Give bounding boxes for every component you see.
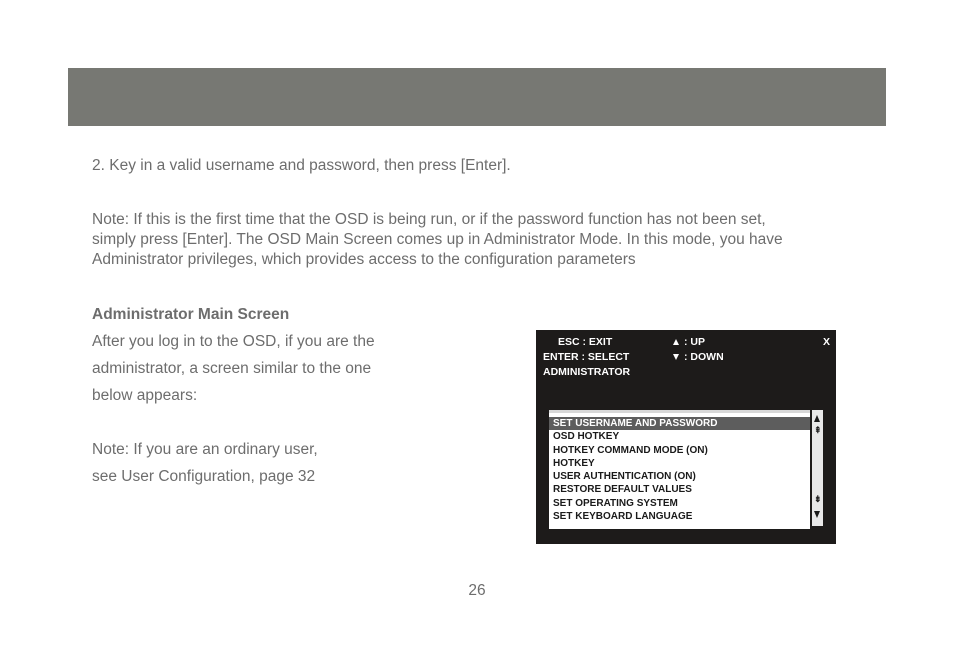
menu-item-set-keyboard-language[interactable]: SET KEYBOARD LANGUAGE	[553, 511, 693, 522]
note-line: Note: If this is the first time that the OSD is being run, or if the password function has not been set,	[92, 211, 766, 228]
scroll-up-arrow-icon[interactable]	[814, 415, 820, 422]
osd-main-screen	[536, 330, 836, 544]
osd-scrollbar[interactable]	[812, 410, 823, 526]
body-line: After you log in to the OSD, if you are the	[92, 333, 375, 350]
scroll-down-arrow-icon[interactable]	[814, 511, 820, 518]
esc-exit-hint: ESC : EXIT	[558, 336, 613, 348]
up-arrow-icon	[673, 339, 679, 345]
menu-item-restore-default-values[interactable]: RESTORE DEFAULT VALUES	[553, 484, 692, 495]
menu-item-hotkey-command-mode[interactable]: HOTKEY COMMAND MODE (ON)	[553, 445, 708, 456]
administrator-note	[92, 210, 832, 270]
down-arrow-icon	[673, 354, 679, 360]
menu-item-user-authentication[interactable]: USER AUTHENTICATION (ON)	[553, 471, 696, 482]
note-line: Administrator privileges, which provides access to the configuration parameters	[92, 251, 636, 268]
enter-select-hint: ENTER : SELECT	[543, 351, 630, 363]
up-hint: : UP	[684, 336, 705, 348]
page-number: 26	[468, 582, 486, 599]
menu-item-osd-hotkey[interactable]: OSD HOTKEY	[553, 431, 620, 442]
menu-item-set-operating-system[interactable]: SET OPERATING SYSTEM	[553, 498, 678, 509]
body-line: below appears:	[92, 387, 198, 404]
user-configuration-reference: see User Configuration, page 32	[92, 468, 316, 485]
page-down-icon[interactable]: ⇟	[814, 494, 822, 504]
down-hint: : DOWN	[684, 351, 724, 363]
body-line: administrator, a screen similar to the one	[92, 360, 372, 377]
page-up-icon[interactable]: ⇞	[814, 425, 822, 435]
close-button[interactable]: X	[823, 336, 831, 348]
section-title: Administrator Main Screen	[92, 306, 290, 323]
menu-item-set-username-password[interactable]: SET USERNAME AND PASSWORD	[549, 417, 810, 430]
osd-menu-list	[549, 410, 810, 529]
note-line: simply press [Enter]. The OSD Main Screen comes up in Administrator Mode. In this mode, you have	[92, 231, 783, 248]
menu-item-hotkey[interactable]: HOTKEY	[553, 458, 595, 469]
administrator-mode-label: ADMINISTRATOR	[543, 366, 631, 378]
ordinary-user-note: Note: If you are an ordinary user,	[92, 441, 318, 458]
step-instruction: 2. Key in a valid username and password, then press [Enter].	[92, 157, 511, 174]
header-bar	[68, 68, 886, 126]
